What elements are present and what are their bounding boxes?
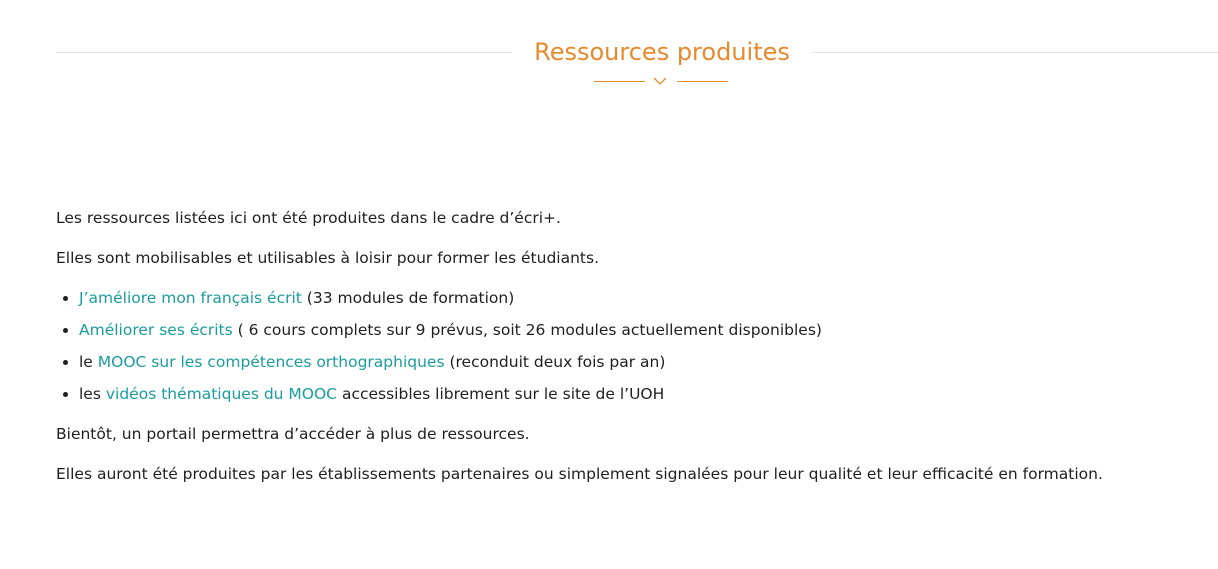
ornament-line-right bbox=[677, 81, 728, 82]
link-mooc-competences-orthographiques[interactable]: MOOC sur les compétences orthographiques bbox=[97, 353, 445, 371]
link-jameliore-mon-francais-ecrit[interactable]: J’améliore mon français écrit bbox=[79, 289, 302, 307]
section-heading bbox=[56, 34, 1218, 74]
outro-paragraph-1: Bientôt, un portail permettra d’accéder à plus de ressources. bbox=[56, 425, 530, 443]
list-item-suffix: accessibles librement sur le site de l’UOH bbox=[337, 385, 665, 403]
resources-content bbox=[56, 208, 1176, 504]
outro-paragraph-2: Elles auront été produites par les établissements partenaires ou simplement signalées pour leur qualité et leur efficacité en formation. bbox=[56, 465, 1103, 483]
list-item-suffix: ( 6 cours complets sur 9 prévus, soit 26 modules actuellement disponibles) bbox=[232, 321, 822, 339]
resource-list bbox=[56, 288, 1176, 404]
list-item bbox=[79, 288, 1176, 308]
list-item-suffix: (reconduit deux fois par an) bbox=[444, 353, 666, 371]
intro-paragraph-2: Elles sont mobilisables et utilisables à loisir pour former les étudiants. bbox=[56, 249, 599, 267]
list-item-suffix: (33 modules de formation) bbox=[301, 289, 515, 307]
list-item bbox=[79, 320, 1176, 340]
heading-ornament bbox=[594, 74, 728, 88]
link-videos-thematiques-mooc[interactable]: vidéos thématiques du MOOC bbox=[105, 385, 338, 403]
list-item bbox=[79, 384, 1176, 404]
list-item-prefix: les bbox=[79, 385, 106, 403]
section-title: Ressources produites bbox=[534, 38, 790, 66]
heading-divider-left bbox=[56, 52, 512, 53]
chevron-down-icon bbox=[653, 76, 667, 86]
link-ameliorer-ses-ecrits[interactable]: Améliorer ses écrits bbox=[79, 321, 233, 339]
ornament-line-left bbox=[594, 81, 645, 82]
list-item-prefix: le bbox=[79, 353, 98, 371]
list-item bbox=[79, 352, 1176, 372]
heading-divider-right bbox=[812, 52, 1218, 53]
intro-paragraph-1: Les ressources listées ici ont été produites dans le cadre d’écri+. bbox=[56, 209, 561, 227]
